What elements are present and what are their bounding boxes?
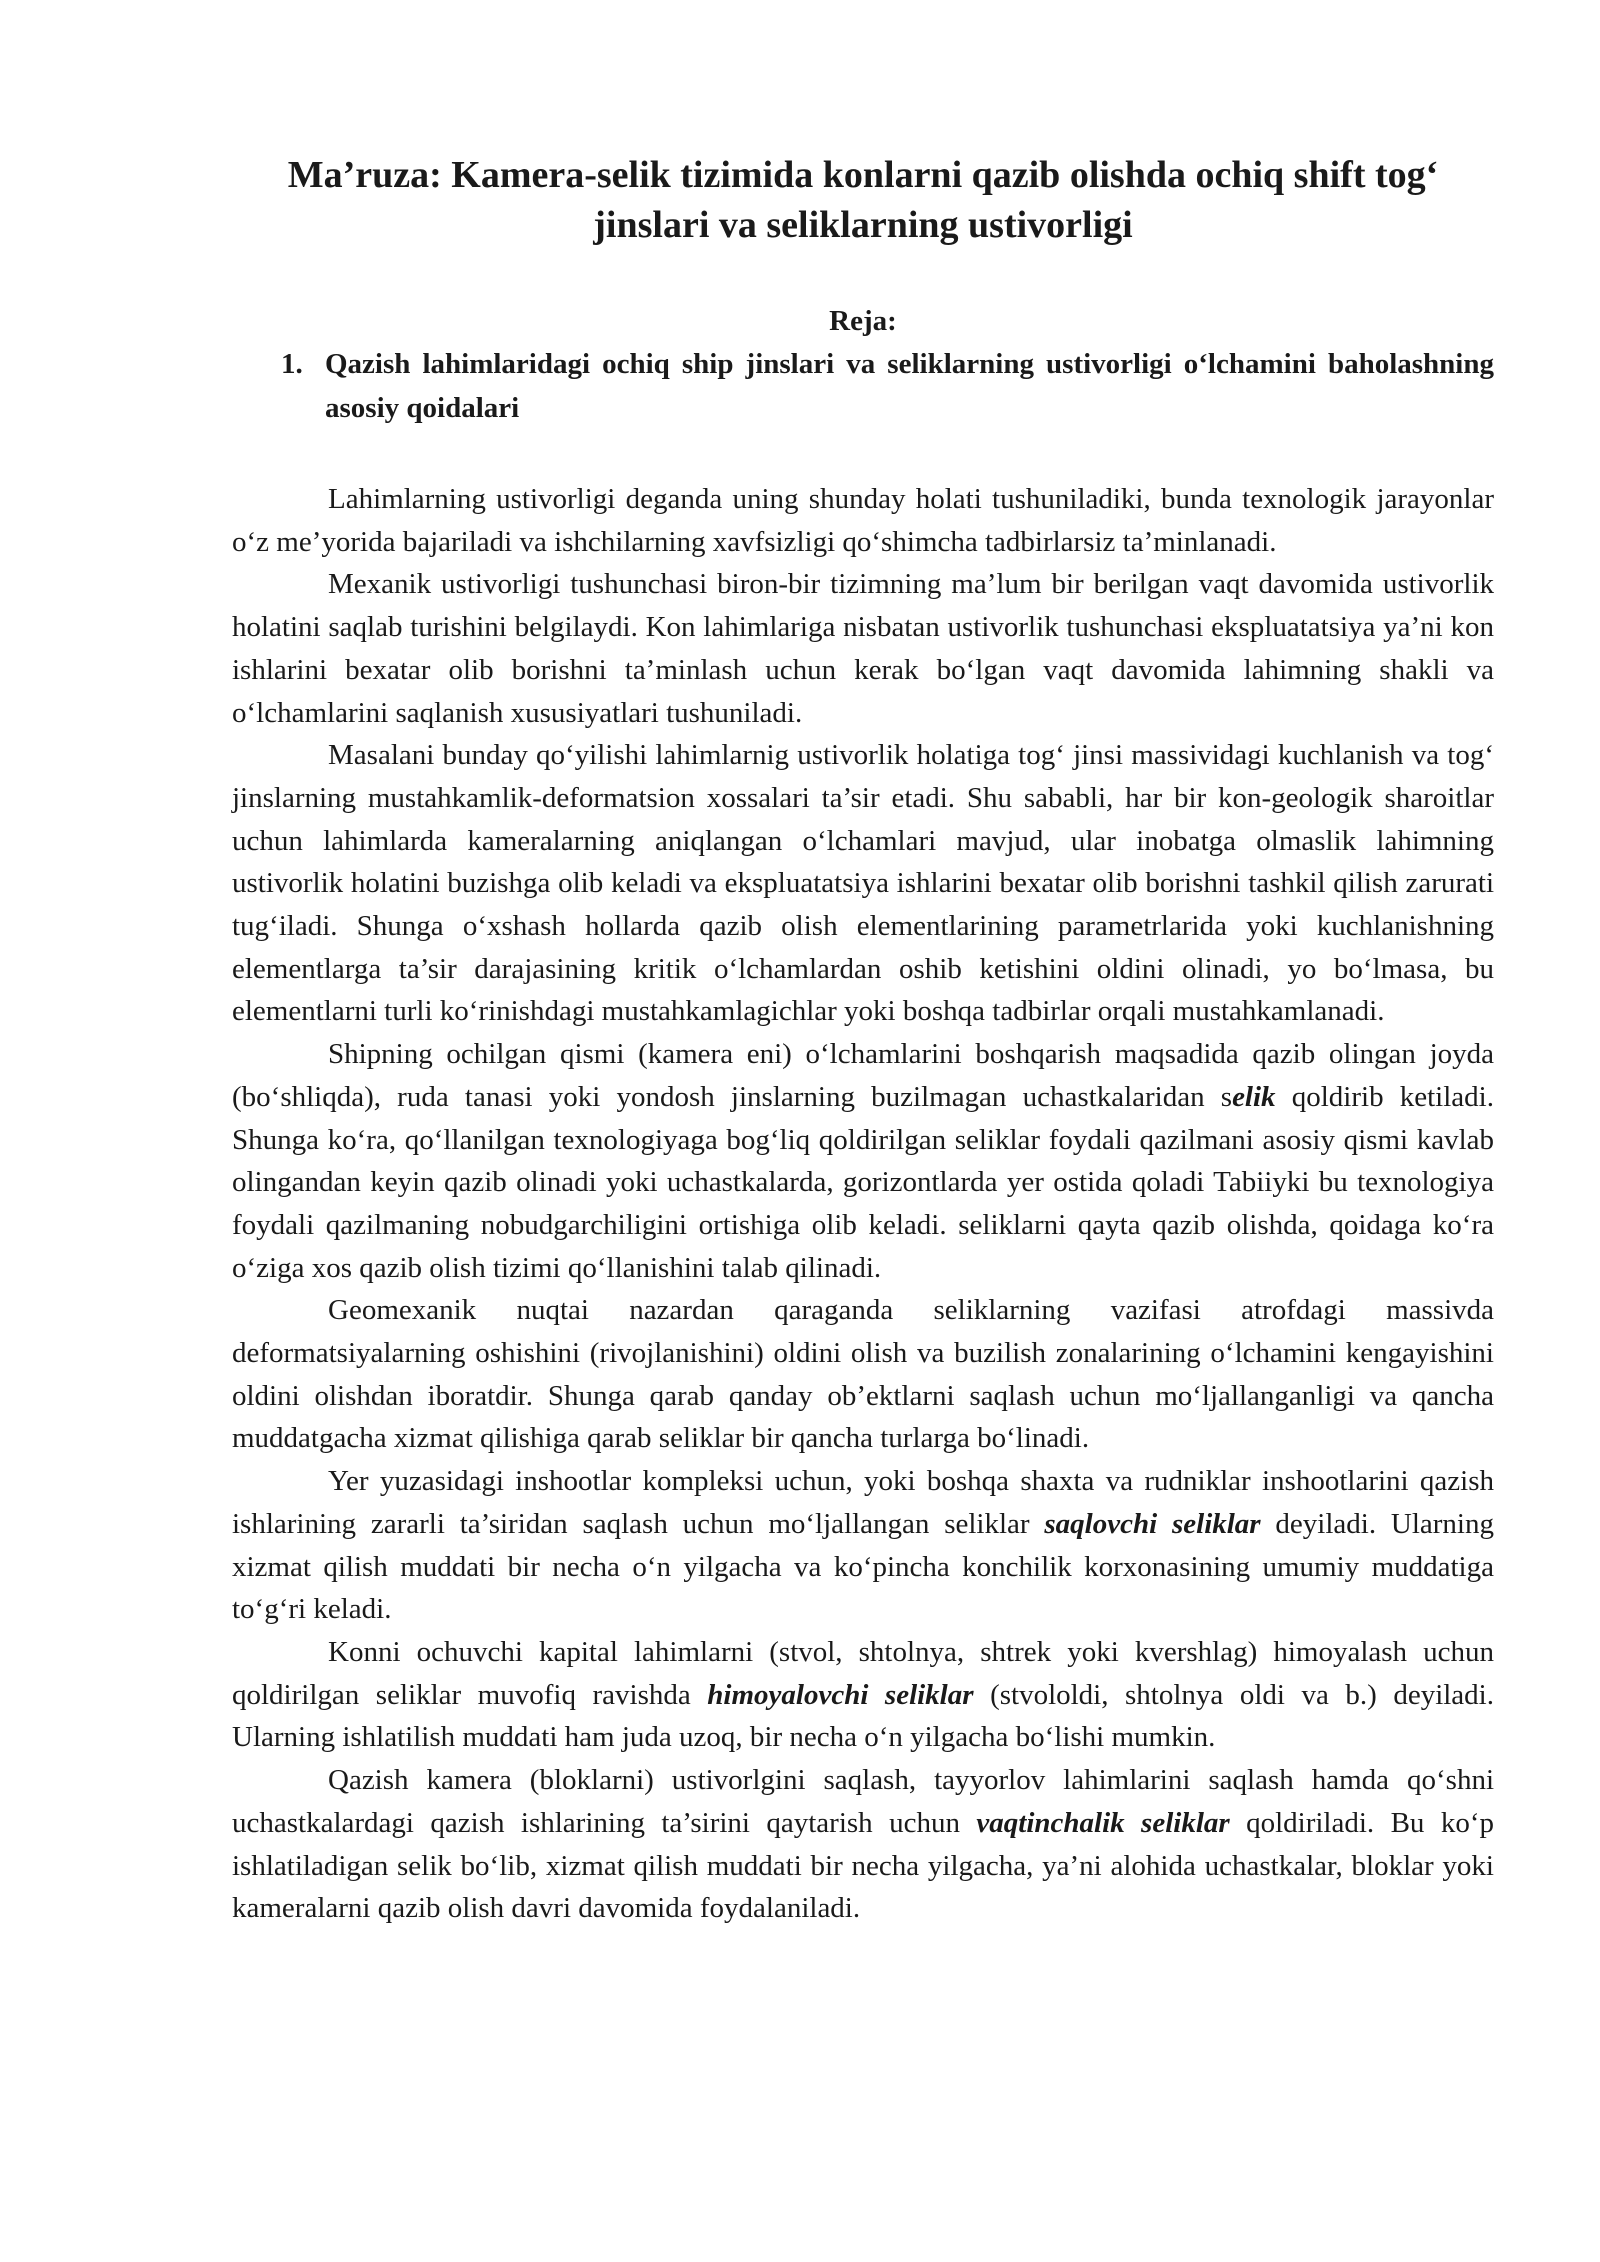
paragraph-mechanical-stability: Mexanik ustivorligi tushunchasi biron-bir tizimning ma’lum bir berilgan vaqt davomida ustivorlik holatini saqlab turishini belgilaydi. Kon lahimlariga nisbatan ustivorlik tushunchasi ekspluatatsiya ya’ni kon ishlarini bexatar olib borishni ta’minlash uchun kerak bo‘lgan vaqt davomida lahimning shakli va o‘lchamlarini saqlanish xususiyatlari tushuniladi. (232, 568, 1494, 729)
paragraph-temporary-pillars (232, 1759, 1494, 1930)
paragraph-text: Konni ochuvchi kapital lahimlarni (stvol, shtolnya, shtrek yoki kvershlag) himoyalash uchun qoldirilgan seliklar muvofiq ravishda (232, 1635, 1494, 1711)
plan-item (281, 342, 1494, 430)
lecture-title: Ma’ruza: Kamera-selik tizimida konlarni qazib olishda ochiq shift tog‘ jinslari va seliklarning ustivorligi (287, 154, 1439, 246)
plan-item-text: Qazish lahimlaridagi ochiq ship jinslari va seliklarning ustivorligi o‘lchamini baholashning asosiy qoidalari (325, 348, 1494, 424)
emphasis-term: vaqtinchalik seliklar (976, 1806, 1230, 1839)
paragraph-geomechanical: Geomexanik nuqtai nazardan qaraganda seliklarning vazifasi atrofdagi massivda deformatsiyalarning oshishini (rivojlanishini) oldini olish va buzilish zonalarining o‘lchamini kengayishini oldini olishdan iboratdir. Shunga qarab qanday ob’ektlarni saqlash uchun mo‘ljallanganligi va qancha muddatgacha xizmat qilishiga qarab seliklar bir qancha turlarga bo‘linadi. (232, 1294, 1494, 1455)
plan-item-number: 1. (281, 348, 303, 380)
paragraph-text: Shipning ochilgan qismi (kamera eni) o‘lchamlarini boshqarish maqsadida qazib olingan joyda (bo‘shliqda), ruda tanasi yoki yondosh jinslarning buzilmagan uchastkalaridan s (232, 1038, 1494, 1113)
paragraph-text: (stvololdi, shtolnya oldi va b.) deyiladi. Ularning ishlatilish muddati ham juda uzoq, bir necha o‘n yilgacha bo‘lishi mumkin. (232, 1678, 1494, 1754)
paragraph-stress-factors: Masalani bunday qo‘yilishi lahimlarnig ustivorlik holatiga tog‘ jinsi massividagi kuchlanish va tog‘ jinslarning mustahkamlik-deformatsion xossalari ta’sir etadi. Shu sababli, har bir kon-geologik sharoitlar uchun lahimlarda kameralarning aniqlangan o‘lchamlari mavjud, ular inobatga olmaslik lahimning ustivorlik holatini buzishga olib keladi va ekspluatatsiya ishlarini bexatar olib borishni tashkil qilish zarurati tug‘iladi. Shunga o‘xshash hollarda qazib olish elementlarining parametrlarida yoki kuchlanishning elementlarga ta’sir darajasining kritik o‘lchamlardan oshib ketishini oldini olinadi, yo bo‘lmasa, bu elementlarni turli ko‘rinishdagi mustahkamlagichlar yoki boshqa tadbirlar orqali mustahkamlanadi. (232, 739, 1494, 1028)
paragraph-stability-definition: Lahimlarning ustivorligi deganda uning shunday holati tushuniladiki, bunda texnologik jarayonlar o‘z me’yorida bajariladi va ishchilarning xavfsizligi qo‘shimcha tadbirlarsiz ta’minlanadi. (232, 483, 1494, 558)
paragraph-text: Qazish kamera (bloklarni) ustivorlgini saqlash, tayyorlov lahimlarini saqlash hamda qo‘shni uchastkalardagi qazish ishlarining ta’sirini qaytarish uchun (232, 1764, 1494, 1839)
document-page (232, 150, 1494, 1930)
emphasis-term: himoyalovchi seliklar (707, 1678, 974, 1711)
emphasis-term: elik (1232, 1080, 1276, 1113)
emphasis-term: saqlovchi seliklar (1044, 1507, 1261, 1540)
paragraph-text: deyiladi. Ularning xizmat qilish muddati bir necha o‘n yilgacha va ko‘pincha konchilik korxonasining umumiy muddatiga to‘g‘ri keladi. (232, 1507, 1494, 1626)
document-body (232, 478, 1494, 1930)
paragraph-protective-pillars (232, 1460, 1494, 1631)
paragraph-text: Yer yuzasidagi inshootlar kompleksi uchun, yoki boshqa shaxta va rudniklar inshootlarini qazish ishlarining zararli ta’siridan saqlash uchun mo‘ljallangan seliklar (232, 1465, 1494, 1540)
paragraph-text: qoldiriladi. Bu ko‘p ishlatiladigan selik bo‘lib, xizmat qilish muddati bir necha yilgacha, ya’ni alohida uchastkalar, bloklar yoki kameralarni qazib olish davri davomida foydalaniladi. (232, 1806, 1494, 1925)
paragraph-pillar-leaving (232, 1033, 1494, 1289)
paragraph-text: qoldirib ketiladi. Shunga ko‘ra, qo‘llanilgan texnologiyaga bog‘liq qoldirilgan seliklar foydali qazilmani asosiy qismi kavlab olingandan keyin qazib olinadi yoki uchastkalarda, gorizontlarda yer ostida qoladi Tabiiyki bu texnologiya foydali qazilmaning nobudgarchiligini ortishiga olib keladi. seliklarni qayta qazib olishda, qoidaga ko‘ra o‘ziga xos qazib olish tizimi qo‘llanishini talab qilinadi. (232, 1080, 1494, 1284)
paragraph-guarding-pillars (232, 1631, 1494, 1759)
plan-heading: Reja: (829, 305, 897, 337)
